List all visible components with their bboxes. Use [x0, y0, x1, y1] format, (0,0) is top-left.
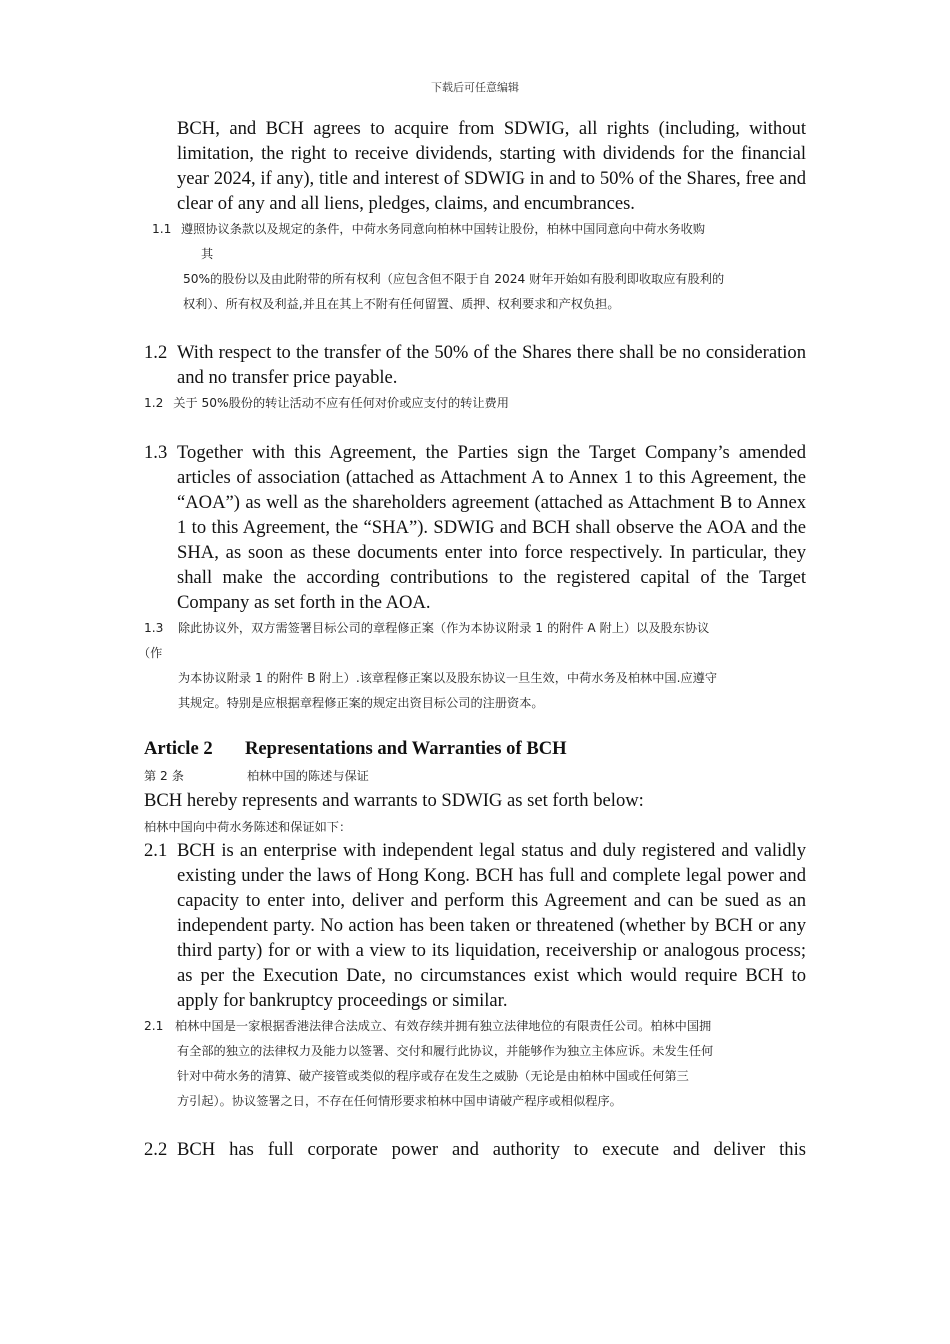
zh-line: 有全部的独立的法律权力及能力以签署、交付和履行此协议，并能够作为独立主体应诉。未发生任何	[177, 1044, 714, 1058]
zh-line: 除此协议外，双方需签署目标公司的章程修正案（作为本协议附录 1 的附件 A 附上）以及股东协议	[178, 621, 710, 635]
zh-line: 针对中荷水务的清算、破产接管或类似的程序或存在发生之威胁（无论是由柏林中国或任何第三	[177, 1069, 689, 1083]
zh-line: 方引起）。协议签署之日，不存在任何情形要求柏林中国申请破产程序或相似程序。	[177, 1094, 622, 1108]
clause-number: 1.2	[144, 342, 168, 363]
article-intro: BCH hereby represents and warrants to SDWIG as set forth below:	[144, 790, 644, 811]
zh-line: 其规定。特别是应根据章程修正案的规定出资目标公司的注册资本。	[178, 696, 544, 710]
zh-line: 50%的股份以及由此附带的所有权利（应包含但不限于自 2024 财年开始如有股利即收取应有股利的	[183, 272, 725, 286]
zh-line: 遵照协议条款以及规定的条件，中荷水务同意向柏林中国转让股份，柏林中国同意向中荷水务收购	[181, 222, 706, 236]
article-title: Representations and Warranties of BCH	[245, 738, 567, 759]
zh-clause-1-2	[144, 391, 509, 416]
clause-text: Together with this Agreement, the Parties sign the Target Company’s amended articles of association (attached as Attachment A to Annex 1 to this Agreement, the “AOA”) as well as the shareholders agreement (attached as Attachment B to Annex 1 to this Agreement, the “SHA”). SDWIG and BCH shall observe the AOA and the SHA, as soon as these documents enter into force respectively. In particular, they shall make the according contributions to the registered capital of the Target Company as set forth in the AOA.	[177, 442, 806, 613]
clause-1-3	[144, 440, 806, 615]
zh-article-title: 柏林中国的陈述与保证	[247, 769, 369, 783]
clause-number: 2.1	[144, 840, 168, 861]
clause-1-1-continuation	[144, 116, 806, 216]
page-header: 下载后可任意编辑	[431, 81, 519, 94]
zh-clause-number: 1.3	[144, 621, 164, 635]
zh-line: 关于 50%股份的转让活动不应有任何对价或应支付的转让费用	[173, 396, 509, 410]
article-heading	[144, 738, 567, 760]
clause-1-1-text: BCH, and BCH agrees to acquire from SDWIG, all rights (including, without limitation, the right to receive dividends, starting with dividends for the financial year 2024, if any), title and interest of SDWIG in and to 50% of the Shares, free and clear of any and all liens, pledges, claims, and encumbrances.	[177, 118, 806, 214]
clause-2-1	[144, 838, 806, 1013]
zh-clause-number: 1.2	[144, 396, 164, 410]
zh-line: 柏林中国是一家根据香港法律合法成立、有效存续并拥有独立法律地位的有限责任公司。柏林中国拥	[175, 1019, 712, 1033]
clause-number: 1.3	[144, 442, 168, 463]
clause-2-2	[144, 1137, 806, 1162]
zh-clause-number: 2.1	[144, 1019, 164, 1033]
clause-text: BCH is an enterprise with independent legal status and duly registered and validly existing under the laws of Hong Kong. BCH has full and complete legal power and capacity to enter into, deliver and perform this Agreement and can be sued as an independent party. No action has been taken or threatened (whether by BCH or any third party) for or with a view to its liquidation, receivership or analogous process; as per the Execution Date, no circumstances exist which would require BCH to apply for bankruptcy proceedings or similar.	[177, 840, 806, 1011]
zh-clause-number: 1.1	[152, 222, 172, 236]
clause-number: 2.2	[144, 1139, 168, 1160]
article-label: Article 2	[144, 738, 213, 759]
zh-article-heading	[144, 764, 369, 789]
clause-text: BCH has full corporate power and authority to execute and deliver this	[177, 1139, 806, 1160]
zh-line: 为本协议附录 1 的附件 B 附上）.该章程修正案以及股东协议一旦生效，中荷水务及柏林中国.应遵守	[178, 671, 718, 685]
zh-article-intro: 柏林中国向中荷水务陈述和保证如下：	[144, 820, 352, 834]
zh-line: 其	[201, 247, 214, 261]
zh-article-label: 第 2 条	[144, 769, 184, 783]
zh-line: （作	[138, 646, 163, 660]
clause-1-2	[144, 340, 806, 390]
zh-line: 权利）、所有权及利益,并且在其上不附有任何留置、质押、权利要求和产权负担。	[183, 297, 620, 311]
clause-text: With respect to the transfer of the 50% of the Shares there shall be no consideration and no transfer price payable.	[177, 342, 806, 388]
